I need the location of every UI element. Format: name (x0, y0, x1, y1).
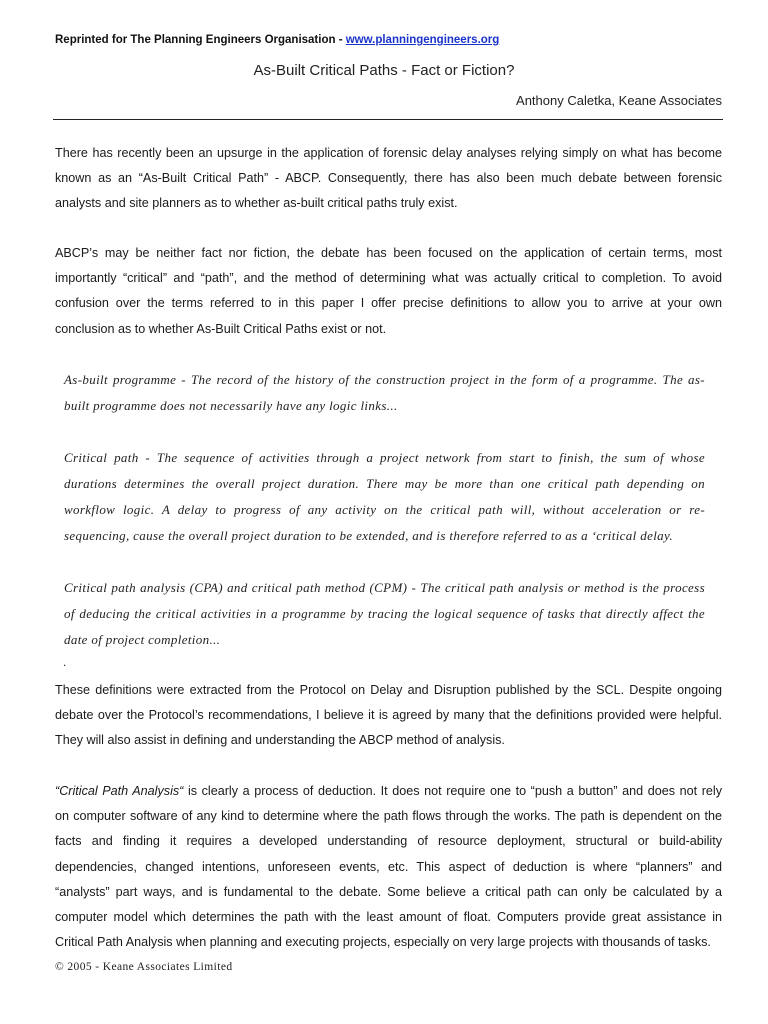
planningengineers-link[interactable]: www.planningengineers.org (345, 34, 500, 46)
text-line: built programme does not necessarily have any logic links... (64, 398, 398, 413)
italic-term: “Critical Path Analysis“ (55, 784, 184, 798)
text-line: confusion over the terms referred to in this paper I offer precise definitions to allow you to arrive at your own (55, 296, 722, 311)
text-line: debate over the Protocol’s recommendations, I believe it is agreed by many that the definitions provided were helpful. (55, 708, 722, 723)
text-line: facts and finding it requires a developed understanding of resource deployment, structural or build-ability (55, 834, 722, 849)
document-author: Anthony Caletka, Keane Associates (516, 93, 722, 108)
text-line: on computer software of any kind to determine where the path flows through the works. The path is dependent on the (55, 809, 722, 824)
text-line: As-built programme - The record of the history of the construction project in the form of a programme. The as- (64, 372, 705, 387)
stray-dot: . (63, 655, 67, 669)
text-line: known as an “As-Built Critical Path” - ABCP. Consequently, there has also been much debate between forensic (55, 171, 722, 186)
abcp-paragraph (55, 241, 722, 342)
footer-copyright: © 2005 - Keane Associates Limited (55, 961, 233, 973)
definition-cpa-cpm (64, 575, 705, 653)
text-line: of deducing the critical activities in a programme by tracing the logical sequence of tasks that directly affect the (64, 606, 705, 621)
text-line: importantly “critical” and “path”, and the method of determining what was actually critical to completion. To avoid (55, 271, 722, 286)
reprint-notice (55, 34, 499, 46)
text-line: These definitions were extracted from the Protocol on Delay and Disruption published by the SCL. Despite ongoing (55, 683, 722, 697)
text-line: computer model which determines the path with the least amount of float. Computers provide great assistance in (55, 909, 722, 924)
text-line: There has recently been an upsurge in the application of forensic delay analyses relying simply on what has become (55, 146, 722, 160)
critical-path-analysis-paragraph (55, 779, 722, 955)
text-line: analysts and site planners as to whether as-built critical paths truly exist. (55, 196, 458, 211)
line-text: is clearly a process of deduction. It does not require one to “push a button” and does not rely (183, 784, 722, 798)
text-line: ABCP’s may be neither fact nor fiction, the debate has been focused on the application of certain terms, most (55, 246, 722, 260)
text-line: sequencing, cause the overall project duration to be extended, and is therefore referred to as a ‘critical delay. (64, 528, 674, 543)
intro-paragraph (55, 141, 722, 217)
header-divider (53, 119, 723, 120)
text-line: conclusion as to whether As-Built Critical Paths exist or not. (55, 321, 387, 336)
text-line: Critical path analysis (CPA) and critical path method (CPM) - The critical path analysis or method is the process (64, 580, 705, 595)
text-line: “analysts” part ways, and is fundamental to the debate. Some believe a critical path can only be calculated by a (55, 884, 722, 899)
text-line: date of project completion... (64, 632, 221, 647)
text-line: They will also assist in defining and understanding the ABCP method of analysis. (55, 733, 505, 748)
text-line: workflow logic. A delay to progress of any activity on the critical path will, without acceleration or re- (64, 502, 705, 517)
definition-as-built-programme (64, 367, 705, 419)
text-line: dependencies, changed intentions, unforeseen events, etc. This aspect of deduction is where “planners” and (55, 859, 722, 874)
document-title: As-Built Critical Paths - Fact or Fiction? (253, 62, 515, 79)
text-line: Critical path - The sequence of activities through a project network from start to finish, the sum of whose (64, 450, 705, 465)
text-line: durations determines the overall project duration. There may be more than one critical path depending on (64, 476, 705, 491)
text-line: Critical Path Analysis when planning and executing projects, especially on very large projects with thousands of tasks. (55, 935, 711, 950)
definition-critical-path (64, 445, 705, 549)
reprint-text: Reprinted for The Planning Engineers Organisation - (55, 34, 346, 46)
text-line (55, 779, 722, 804)
definitions-source-paragraph (55, 678, 722, 754)
